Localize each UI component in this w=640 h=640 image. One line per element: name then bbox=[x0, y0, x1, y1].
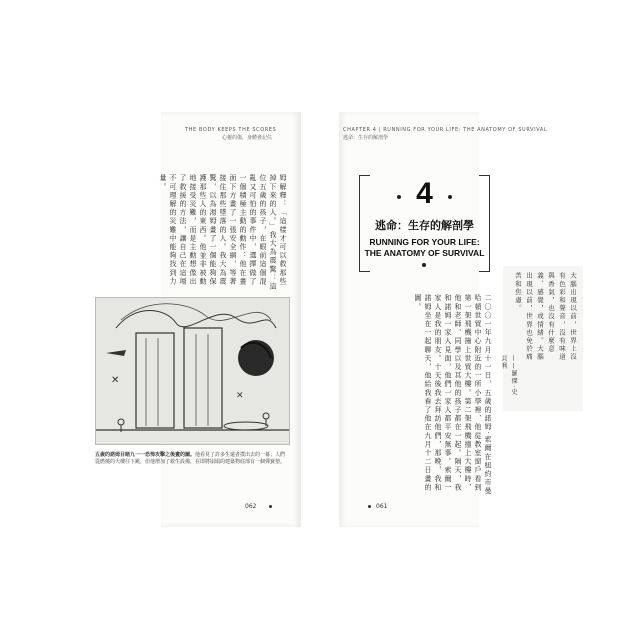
chapter-title-en bbox=[359, 237, 490, 259]
chapter-title-en-line2: THE ANATOMY OF SURVIVAL bbox=[364, 248, 485, 258]
svg-text:✕: ✕ bbox=[111, 375, 120, 386]
epigraph-text: 大腦出現以前，世界上沒有色彩和聲音，沒有味道與香氣，也沒有什麼意義、感覺，或情緒。大腦出現以前，世界也免於痛苦和焦慮。 bbox=[514, 272, 577, 362]
epigraph-author: ——羅傑‧史貝利 bbox=[500, 355, 517, 397]
chapter-title-en-line1: RUNNING FOR YOUR LIFE: bbox=[369, 237, 480, 247]
left-page-number: 062 bbox=[245, 503, 257, 510]
figure-caption bbox=[95, 452, 288, 466]
left-running-title-en: THE BODY KEEPS THE SCORES bbox=[185, 127, 277, 133]
chapter-title-zh: 逃命：生存的解剖學 bbox=[375, 219, 474, 232]
child-drawing-figure bbox=[95, 297, 290, 445]
left-running-title-zh: 心靈的傷，身體會記住 bbox=[222, 135, 273, 141]
chapter-heading bbox=[359, 175, 490, 270]
chapter-dot-bottom bbox=[422, 263, 426, 267]
left-page-number-dot bbox=[269, 505, 272, 508]
chapter-number: 4 bbox=[416, 177, 433, 210]
child-drawing-illustration bbox=[96, 298, 289, 444]
svg-text:✕: ✕ bbox=[236, 391, 244, 401]
figure-caption-bold: 五歲的諾姆目睹九一一恐怖攻擊之後畫的圖。 bbox=[95, 452, 196, 458]
right-page-number: 061 bbox=[376, 503, 388, 510]
left-body-text: 姆解釋：「這樣才可以救那些掉下來的人。」我大為震驚：這位五歲的孩子，在眼前這個混亂又可怕的事件中，選擇做了一個積極主動的動作：他在畫面下方畫了一張安全網，等著接住那些墜落的人。我大為震驚，以為湯姆畫了一個能夠保護那些人的東西。他並非被動地接受災難，而是主動想像出了救援的方法，讓自己在這場不可理解的災難中能夠找到力量。 bbox=[159, 174, 287, 291]
figure-caption-rest: 他看見了許多生還者撲出去的一幕；人們從燃燒的大樓往下跳，但他增加了救生設備，在即將崩塌的建築物底部有一個彈簧墊。 bbox=[95, 452, 286, 465]
right-page-number-dot bbox=[368, 505, 371, 508]
right-running-title-zh: 逃命：生存的解剖學 bbox=[343, 135, 389, 141]
right-running-title-en: CHAPTER 4 | RUNNING FOR YOUR LIFE: THE ANATOMY OF SURVIVAL bbox=[343, 127, 548, 133]
book-spine bbox=[301, 112, 339, 527]
right-body-text: 二〇〇一年九月十一日，五歲的諾姆‧索爾在紐約市曼哈頓世貿中心附近的一所小學裡，他從教室窗戶看到第一架飛機撞上世貿大樓。第二架飛機撞上大樓時，他和老師、同學以及其他的孩子都在一起。隔天，我和諾姆一家人見面，他們一家人都平安無事。索爾一家人是我的朋友。十天後我去拜訪他們，那晚，我和諾姆坐在一起聊天，他給我看了他在九月十二日畫的圖。 bbox=[414, 294, 492, 496]
